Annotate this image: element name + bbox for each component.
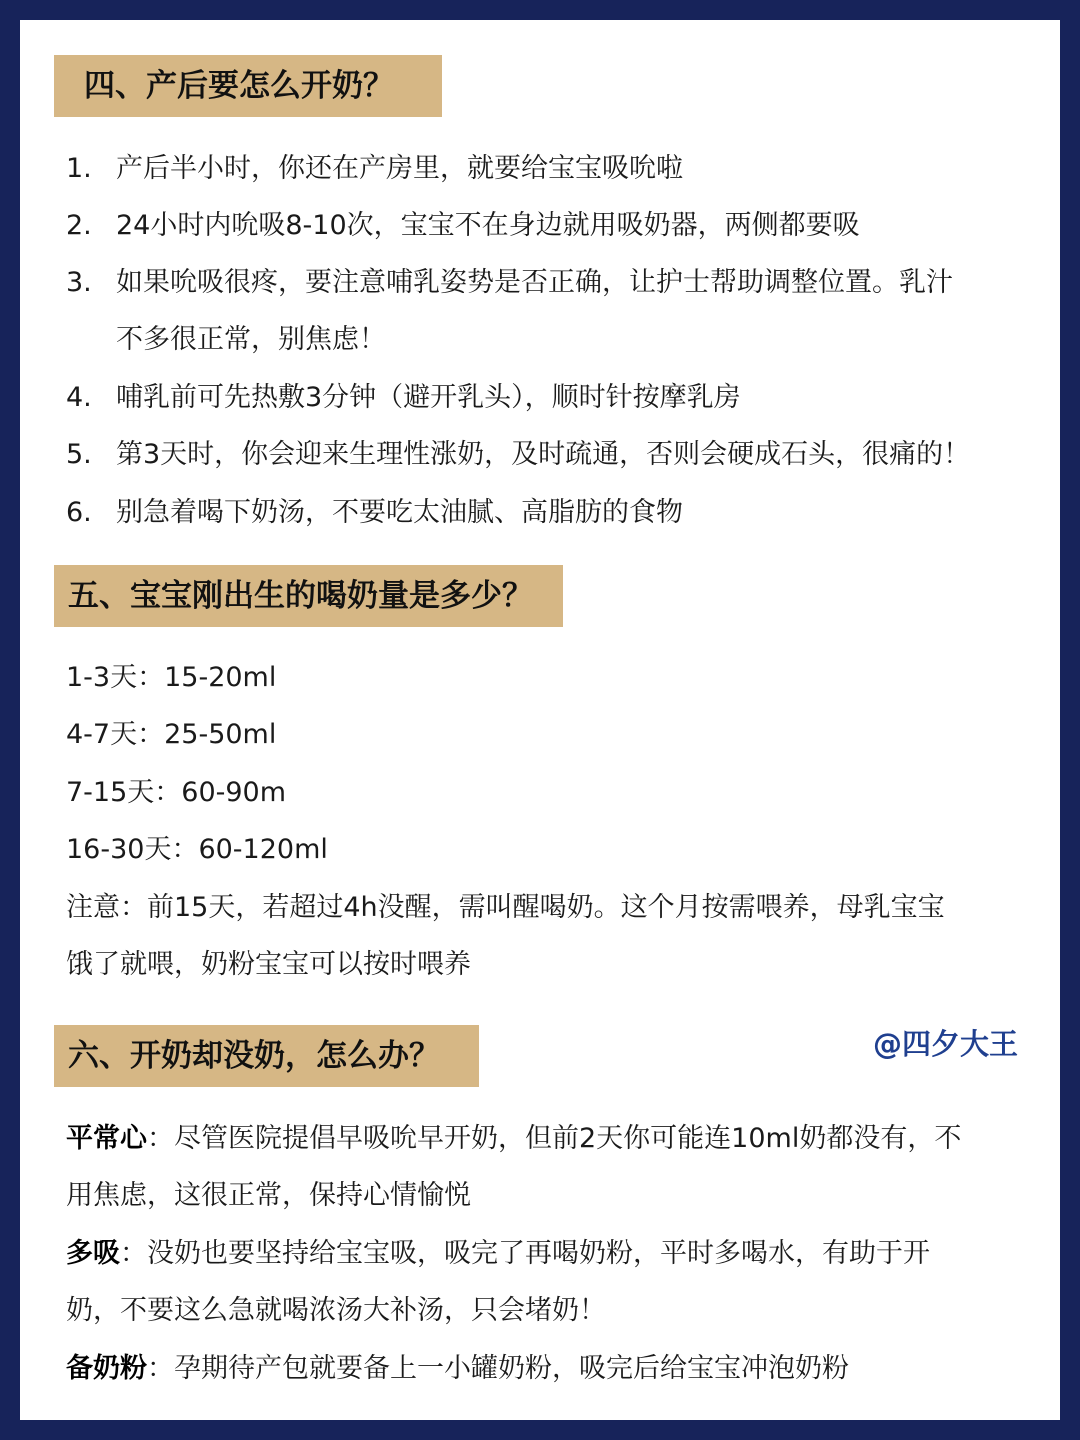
note-line: 注意：前15天，若超过4h没醒，需叫醒喝奶。这个月按需喂养，母乳宝宝 [66,892,945,923]
list-item-text-continued: 不多很正常，别焦虑！ [116,324,386,355]
list-item-number: 4. [66,382,92,413]
tip-text-continued: 用焦虑，这很正常，保持心情愉悦 [66,1180,471,1211]
section-4-heading: 四、产后要怎么开奶？ [54,55,442,117]
tip-text-continued: 奶，不要这么急就喝浓汤大补汤，只会堵奶！ [66,1295,606,1326]
tip-label: 平常心 [66,1123,147,1154]
tip-text: 尽管医院提倡早吸吮早开奶，但前2天你可能连10ml奶都没有，不 [174,1123,962,1154]
list-item-number: 6. [66,497,92,528]
list-item-number: 5. [66,439,92,470]
tip-label: 多吸 [66,1238,120,1269]
list-item-text: 24小时内吮吸8-10次，宝宝不在身边就用吸奶器，两侧都要吸 [116,210,860,241]
section-6-heading: 六、开奶却没奶，怎么办？ [54,1025,479,1087]
list-item-text: 如果吮吸很疼，要注意哺乳姿势是否正确，让护士帮助调整位置。乳汁 [116,267,953,298]
tip-text: 孕期待产包就要备上一小罐奶粉，吸完后给宝宝冲泡奶粉 [174,1353,849,1384]
intake-line: 1-3天：15-20ml [66,662,277,693]
list-item-text: 别急着喝下奶汤，不要吃太油腻、高脂肪的食物 [116,497,683,528]
intake-line: 7-15天：60-90m [66,777,287,808]
tip-separator: ： [120,1238,147,1269]
list-item-text: 第3天时，你会迎来生理性涨奶，及时疏通，否则会硬成石头，很痛的！ [116,439,971,470]
intake-line: 16-30天：60-120ml [66,834,328,865]
tip-label: 备奶粉 [66,1353,147,1384]
document-page [20,20,1060,1420]
tip-line [66,1225,930,1282]
tip-text: 没奶也要坚持给宝宝吸，吸完了再喝奶粉，平时多喝水，有助于开 [147,1238,930,1269]
tip-separator: ： [147,1123,174,1154]
note-line: 饿了就喂，奶粉宝宝可以按时喂养 [66,949,471,980]
tip-line [66,1340,849,1397]
list-item-number: 1. [66,153,92,184]
list-item-number: 2. [66,210,92,241]
tip-separator: ： [147,1353,174,1384]
list-item-text: 产后半小时，你还在产房里，就要给宝宝吸吮啦 [116,153,683,184]
section-5-heading: 五、宝宝刚出生的喝奶量是多少？ [54,565,563,627]
author-handle: @四夕大王 [872,1027,1018,1061]
list-item-text: 哺乳前可先热敷3分钟（避开乳头），顺时针按摩乳房 [116,382,741,413]
intake-line: 4-7天：25-50ml [66,719,277,750]
list-item-number: 3. [66,267,92,298]
tip-line [66,1110,961,1167]
